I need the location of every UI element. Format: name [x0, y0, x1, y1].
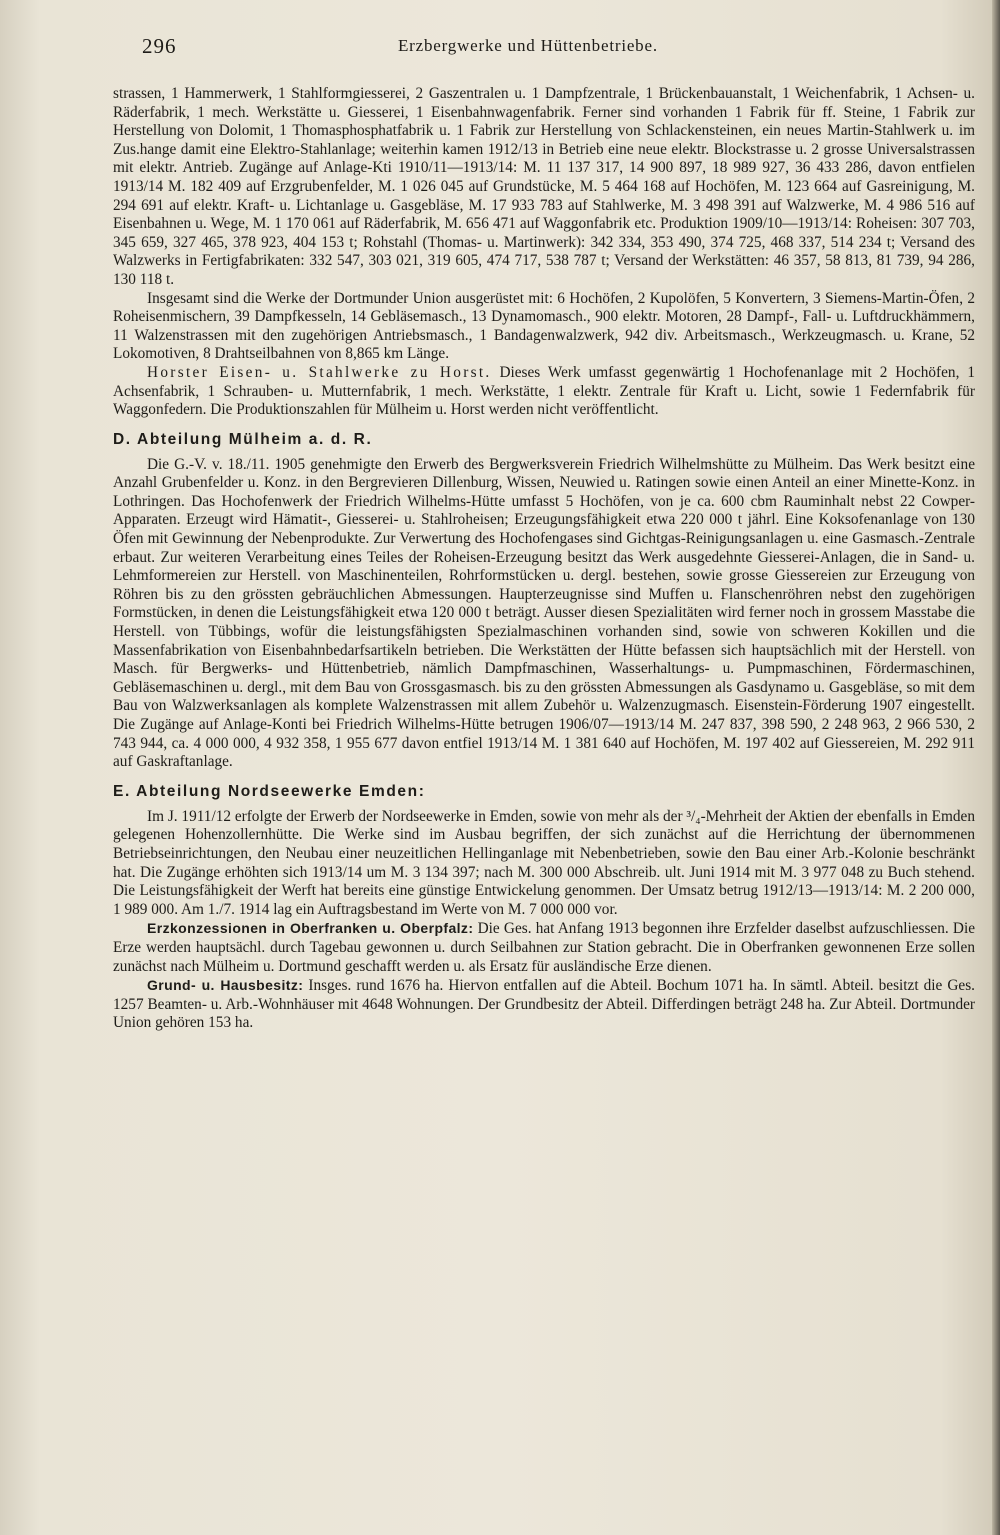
section-heading-muelheim: D. Abteilung Mülheim a. d. R.	[113, 430, 373, 448]
ore-concessions-text: Die Ges. hat Anfang 1913 begonnen ihre Erzfelder daselbst aufzuschliessen. Die Erze werden hauptsächl. durch Tagebau gewonnen u. durch Seilbahnen zur Station gebracht. Die in Oberfranken gewonnenen Erze sollen zunächst nach Mülheim u. Dortmund geschafft werden u. als Ersatz für ausländische Erze dienen.	[113, 920, 975, 975]
page-edge-shadow	[992, 0, 1000, 1535]
paragraph-emden: Im J. 1911/12 erfolgte der Erwerb der Nordseewerke in Emden, sowie von mehr als der ³/₄-Mehrheit der Aktien der ebenfalls in Emden gelegenen Hohenzollernhütte. Die Werke sind im Ausbau begriffen, der sich zunächst auf die Herrichtung der übernommenen Betriebseinrichtungen, den Neubau einer neuzeitlichen Hellinganlage mit Nebenbetrieben, sowie den Bau einer Arb.-Kolonie beschränkt hat. Die Zugänge erhöhten sich 1913/14 um M. 3 134 397; nach M. 300 000 Abschreib. ult. Juni 1914 mit M. 3 977 048 zu Buch stehend. Die Leistungsfähigkeit der Werft hat bereits eine günstige Entwickelung genommen. Der Umsatz betrug 1912/13—1913/14: M. 2 200 000, 1 989 000. Am 1./7. 1914 lag ein Auftragsbestand im Werte von M. 7 000 000 vor.	[113, 807, 975, 918]
paragraph-plant-inventory: strassen, 1 Hammerwerk, 1 Stahlformgiesserei, 2 Gaszentralen u. 1 Dampfzentrale, 1 Brückenbauanstalt, 1 Weichenfabrik, 1 Achsen- u. Räderfabrik, 1 mech. Werkstätte u. Giesserei, 1 Eisenbahnwagenfabrik. Ferner sind vorhanden 1 Fabrik für ff. Steine, 1 Fabrik zur Herstellung von Dolomit, 1 Thomasphosphatfabrik u. 1 Fabrik zur Herstellung von Schlackensteinen, ein neues Martin-Stahlwerk u. im Zus.hange damit eine Elektro-Stahlanlage; weiterhin kamen 1912/13 in Betrieb eine neue elektr. Blockstrasse u. 2 grosse Universalstrassen mit elektr. Antrieb. Zugänge auf Anlage-Kti 1910/11—1913/14: M. 11 137 317, 14 900 897, 18 989 927, 36 433 286, davon entfielen 1913/14 M. 182 409 auf Erzgrubenfelder, M. 1 026 045 auf Grundstücke, M. 5 464 168 auf Hochöfen, M. 123 664 auf Gasreinigung, M. 294 691 auf elektr. Kraft- u. Lichtanlage u. Gasgebläse, M. 17 933 783 auf Stahlwerke, M. 3 498 391 auf Walzwerke, M. 4 986 516 auf Eisenbahnen u. Wege, M. 1 170 061 auf Räderfabrik, M. 656 471 auf Waggonfabrik etc. Produktion 1909/10—1913/14: Roheisen: 307 703, 345 659, 327 465, 378 923, 404 153 t; Rohstahl (Thomas- u. Martinwerk): 342 334, 353 490, 374 725, 468 337, 514 234 t; Versand des Walzwerks in Fertigfabrikaten: 332 547, 303 021, 319 605, 474 717, 538 787 t; Versand der Werkstätten: 46 357, 58 813, 81 739, 94 286, 130 118 t.	[113, 85, 975, 288]
paragraph-property	[113, 976, 975, 1033]
body-text	[113, 85, 975, 1033]
paragraph-equipment-total: Insgesamt sind die Werke der Dortmunder Union ausgerüstet mit: 6 Hochöfen, 2 Kupolöfen, 5 Konvertern, 3 Siemens-Martin-Öfen, 2 Roheisenmischern, 39 Dampfkesseln, 14 Gebläsemasch., 13 Dynamomasch., 900 elektr. Motoren, 28 Dampf-, Fall- u. Luftdruckhämmern, 11 Walzenstrassen mit den zugehörigen Antriebsmasch., 1 Bandagenwalzwerk, 942 div. Arbeitsmasch., Werkzeugmasch. u. Krane, 52 Lokomotiven, 8 Drahtseilbahnen von 8,865 km Länge.	[113, 289, 975, 363]
paragraph-ore-concessions	[113, 919, 975, 976]
property-text: Insges. rund 1676 ha. Hiervon entfallen auf die Abteil. Bochum 1071 ha. In sämtl. Abteil. besitzt die Ges. 1257 Beamten- u. Arb.-Wohnhäuser mit 4648 Wohnungen. Der Grundbesitz der Abteil. Differdingen beträgt 248 ha. Zur Abteil. Dortmunder Union gehören 153 ha.	[113, 977, 975, 1032]
paragraph-muelheim: Die G.-V. v. 18./11. 1905 genehmigte den Erwerb des Bergwerksverein Friedrich Wilhelmshütte zu Mülheim. Das Werk besitzt eine Anzahl Grubenfelder u. Konz. in den Bergrevieren Dillenburg, Wissen, Neuwied u. Ratingen sowie einen Anteil an einer Minette-Konz. in Lothringen. Das Hochofenwerk der Friedrich Wilhelms-Hütte umfasst 5 Hochöfen, von je ca. 600 cbm Rauminhalt nebst 22 Cowper-Apparaten. Erzeugt wird Hämatit-, Giesserei- u. Stahlroheisen; Erzeugungsfähigkeit etwa 220 000 t jährl. Eine Koksofenanlage von 130 Öfen mit Gewinnung der Nebenprodukte. Zur Verwertung des Hochofengases sind Gichtgas-Reinigungsanlagen u. eine Gasmasch.-Zentrale erbaut. Zur weiteren Verarbeitung eines Teiles der Roheisen-Erzeugung besitzt das Werk ausgedehnte Giesserei-Anlagen, die in Sand- u. Lehmformereien zur Herstell. von Maschinenteilen, Rohrformstücken u. dergl. bestehen, sowie grosse Giessereien zur Erzeugung von Röhren bis zu den grössten gebräuchlichen Abmessungen. Haupterzeugnisse sind Muffen u. Flanschenröhren nebst den zugehörigen Formstücken, in denen die Leistungsfähigkeit etwa 120 000 t beträgt. Ausser diesen Spezialitäten wird ferner noch in grossem Masstabe die Herstell. von Tübbings, wofür die leistungsfähigsten Spezialmaschinen vorhanden sind, sowie von schweren Kokillen und die Massenfabrikation von Eisenbahnbedarfsartikeln betrieben. Die Werkstätten der Hütte befassen sich hauptsächlich mit der Herstell. von Masch. für Bergwerks- und Hüttenbetrieb, nämlich Dampfmaschinen, Wasserhaltungs- u. Pumpmaschinen, Fördermaschinen, Gebläsemaschinen u. dergl., mit dem Bau von Grossgasmasch. bis zu den grössten Abmessungen als Gasdynamo u. Gasgebläse, so mit dem Bau von Walzwerksanlagen als komplete Walzenstrassen mit allem Zubehör u. Walzenzugmasch. Eisenstein-Förderung 1907 eingestellt. Die Zugänge auf Anlage-Konti bei Friedrich Wilhelms-Hütte betrugen 1906/07—1913/14 M. 247 837, 398 590, 2 248 963, 2 966 530, 2 743 944, ca. 4 000 000, 4 932 358, 1 955 677 davon entfiel 1913/14 M. 1 381 640 auf Hochöfen, M. 197 402 auf Giessereien, M. 292 911 auf Gaskraftanlage.	[113, 455, 975, 771]
running-title: Erzbergwerke und Hüttenbetriebe.	[398, 36, 658, 55]
horst-text: Dieses Werk umfasst gegenwärtig 1 Hochofenanlage mit 2 Hochöfen, 1 Achsenfabrik, 1 Schrauben- u. Mutternfabrik, 1 mech. Werkstätte, 1 elektr. Zentrale für Kraft u. Licht, sowie 1 Federnfabrik für Waggonfedern. Die Produktionszahlen für Mülheim u. Horst werden nicht veröffentlicht.	[113, 363, 975, 419]
page-header	[142, 34, 972, 64]
ore-concessions-lead: Erzkonzessionen in Oberfranken u. Oberpfalz:	[147, 920, 474, 937]
paragraph-horst	[113, 364, 975, 420]
horst-lead: Horster Eisen- u. Stahlwerke zu Horst.	[147, 363, 492, 381]
page-number: 296	[142, 34, 177, 58]
property-lead: Grund- u. Hausbesitz:	[147, 977, 304, 994]
section-heading-emden: E. Abteilung Nordseewerke Emden:	[113, 782, 426, 800]
